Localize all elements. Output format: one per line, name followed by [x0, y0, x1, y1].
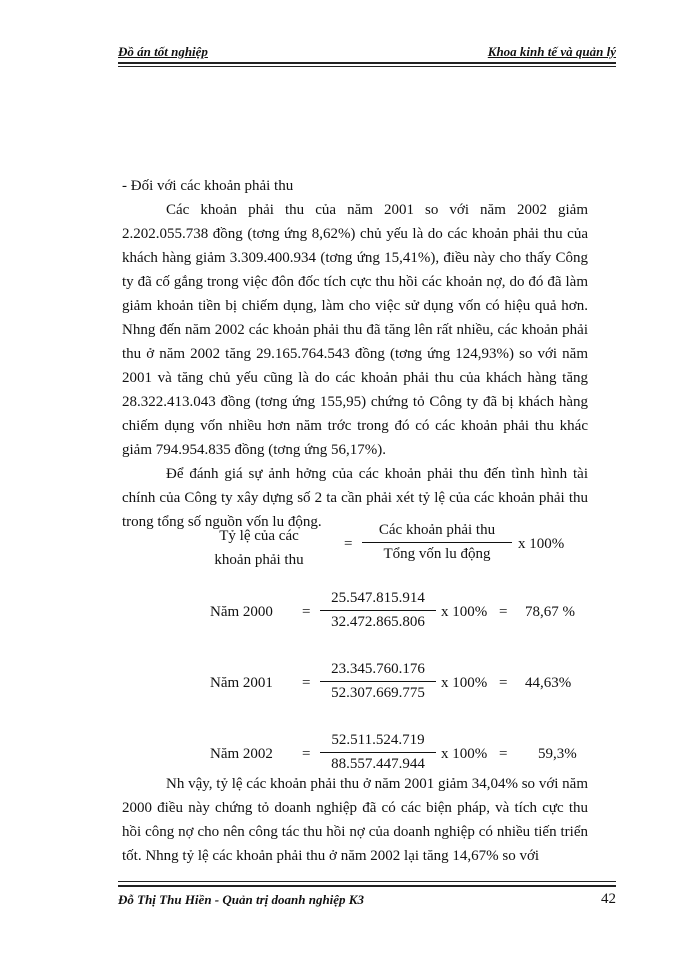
page-header: [118, 44, 616, 60]
calc-2002-times: x 100%: [441, 746, 488, 762]
calc-2001-denominator: 52.307.669.775: [331, 685, 425, 701]
formula-numerator: Các khoản phải thu: [378, 522, 496, 538]
paragraph-ratio-intro: Để đánh giá sự ảnh hởng của các khoản phải thu đến tình hình tài chính của Công ty xây dựng số 2 ta cần phải xét tỷ lệ của các khoản phải thu trong tổng số nguồn vốn lu động.: [122, 466, 588, 530]
calc-2000-equals-result: =: [499, 604, 508, 620]
calc-2001-numerator: 23.345.760.176: [331, 661, 425, 677]
formula-lhs: [204, 524, 314, 572]
calc-2001-label: Năm 2001: [210, 675, 273, 691]
footer-rule: [118, 885, 616, 887]
calc-2000-fraction: [320, 590, 436, 631]
formula-multiplier: x 100%: [518, 536, 565, 552]
calc-2000-label: Năm 2000: [210, 604, 273, 620]
main-text-block: [122, 174, 588, 534]
footer-rule-thin: [118, 881, 616, 882]
formula-lhs-line2: khoản phải thu: [214, 552, 304, 568]
footer-author: Đỗ Thị Thu Hiền - Quản trị doanh nghiệp K3: [118, 892, 364, 907]
paragraph-receivables-change: Các khoản phải thu của năm 2001 so với năm 2002 giảm 2.202.055.738 đồng (tơng ứng 8,62%) chủ yếu là do các khoản phải thu của khách hàng giảm 3.309.400.934 (tơng ứng 15,41%), điều này cho thấy Công ty đã cố gắng trong việc đôn đốc tích cực thu hồi các khoản nợ, do đó đã làm giảm khoản tiền bị chiếm dụng, làm cho việc sử dụng vốn có hiệu quả hơn. Nhng đến năm 2002 các khoản phải thu đã tăng lên rất nhiều, các khoản phải thu ở năm 2002 tăng 29.165.764.543 đồng (tơng ứng 124,93%) so với năm 2001 và tăng chủ yếu cũng là do các khoản phải thu của khách hàng tăng 28.322.413.043 đồng (tơng ứng 155,95) chứng tỏ Công ty đã bị khách hàng chiếm dụng vốn nhiều hơn năm trớc trong đó có các khoản phải thu khác giảm 794.954.835 đồng (tơng ứng 56,17%).: [122, 202, 588, 458]
calc-2002-equals-result: =: [499, 746, 508, 762]
calc-2000-result: 78,67 %: [525, 604, 575, 620]
calc-2001-equals-result: =: [499, 675, 508, 691]
calc-2000-equals: =: [302, 604, 311, 620]
calc-2002-fraction: [320, 732, 436, 773]
page-number: 42: [601, 891, 616, 907]
calc-2002-denominator: 88.557.447.944: [331, 756, 425, 772]
formula-denominator: Tổng vốn lu động: [383, 546, 491, 562]
calc-2002-equals: =: [302, 746, 311, 762]
calc-2001-equals: =: [302, 675, 311, 691]
conclusion-text-block: [122, 772, 588, 868]
header-rule-thin: [118, 66, 616, 67]
calc-2001-times: x 100%: [441, 675, 488, 691]
calc-2001-result: 44,63%: [525, 675, 572, 691]
calc-2002-numerator: 52.511.524.719: [331, 732, 425, 748]
calc-2002-label: Năm 2002: [210, 746, 273, 762]
formula-lhs-line1: Tỷ lệ của các: [219, 528, 299, 544]
paragraph-ratio-conclusion: Nh vậy, tỷ lệ các khoản phải thu ở năm 2001 giảm 34,04% so với năm 2000 điều này chứng tỏ doanh nghiệp đã có các biện pháp, và tích cực thu hồi công nợ cho nên công tác thu hồi nợ của doanh nghiệp có nhiều tiến triển tốt. Nhng tỷ lệ các khoản phải thu ở năm 2002 lại tăng 14,67% so với: [122, 776, 588, 864]
formula-fraction: [362, 522, 512, 563]
calc-2001-fraction: [320, 661, 436, 702]
header-right-title: Khoa kinh tế và quản lý: [487, 44, 616, 59]
formula-equals: =: [344, 536, 353, 552]
calc-2000-denominator: 32.472.865.806: [331, 614, 425, 630]
calc-2000-numerator: 25.547.815.914: [331, 590, 425, 606]
calc-2002-result: 59,3%: [538, 746, 577, 762]
section-heading: - Đối với các khoản phải thu: [122, 178, 294, 194]
header-rule: [118, 62, 616, 64]
calc-2000-times: x 100%: [441, 604, 488, 620]
header-left-title: Đồ án tốt nghiệp: [118, 44, 208, 59]
